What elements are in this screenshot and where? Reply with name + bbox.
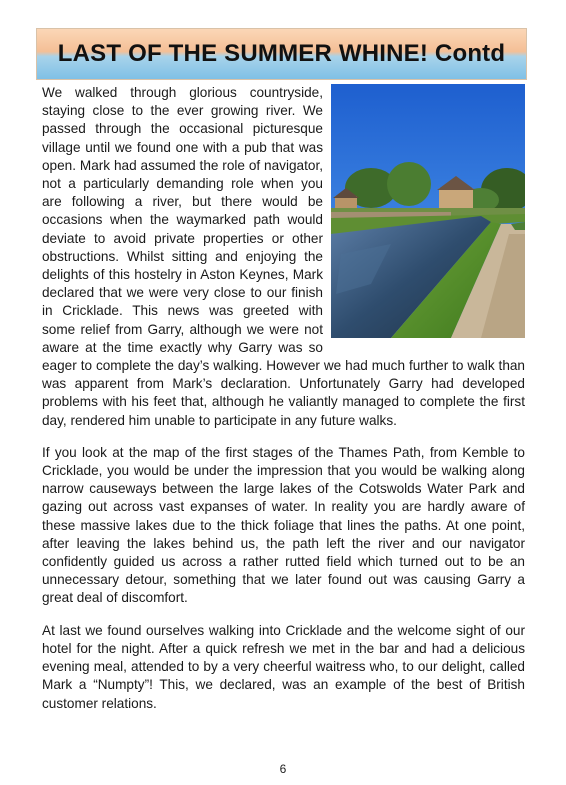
paragraph-3: At last we found ourselves walking into Cricklade and the welcome sight of our hotel for the night. After a quick refresh we met in the bar and had a delicious evening meal, attended to by a very cheerful waitress who, to our delight, called Mark a “Numpty”! This, we declared, was an example of the best of British customer relations. <box>42 622 525 711</box>
canal-towpath-photo <box>331 84 525 338</box>
page-title: LAST OF THE SUMMER WHINE! Contd <box>57 40 506 67</box>
title-banner <box>36 28 527 80</box>
article-body <box>42 84 525 727</box>
paragraph-1: We walked through glorious countryside, staying close to the ever growing river. We passed through the occasional picturesque village until we found one with a pub that was open. Mark had assumed the role of navigator, not a particularly demanding role when you are following a river, but there would be occasions when the waymarked path would deviate to avoid private properties or other obstructions. Whilst sitting and enjoying the delights of this hostelry in Aston Keynes, Mark declared that we were very close to our finish in Cricklade. This news was greeted with some relief from Garry, although we were not aware at the time exactly why Garry was so eager to complete the day’s walking. However we had much further to walk than was apparent from Mark’s declaration. Unfortunately Garry had developed problems with his feet that, although he valiantly managed to complete the first day, rendered him unable to participate in any future walks. <box>42 85 525 428</box>
paragraph-2: If you look at the map of the first stages of the Thames Path, from Kemble to Cricklade, you would be under the impression that you would be walking along narrow causeways between the large lakes of the Cotswolds Water Park and gazing out across vast expanses of water. In reality you are hardly aware of these massive lakes due to the thick foliage that lines the paths. At one point, after leaving the lakes behind us, the path left the river and our navigator confidently guided us across a rather rutted field which turned out to be an unnecessary detour, something that we later found out was causing Garry a great deal of discomfort. <box>42 444 525 606</box>
page-number: 6 <box>279 762 287 776</box>
